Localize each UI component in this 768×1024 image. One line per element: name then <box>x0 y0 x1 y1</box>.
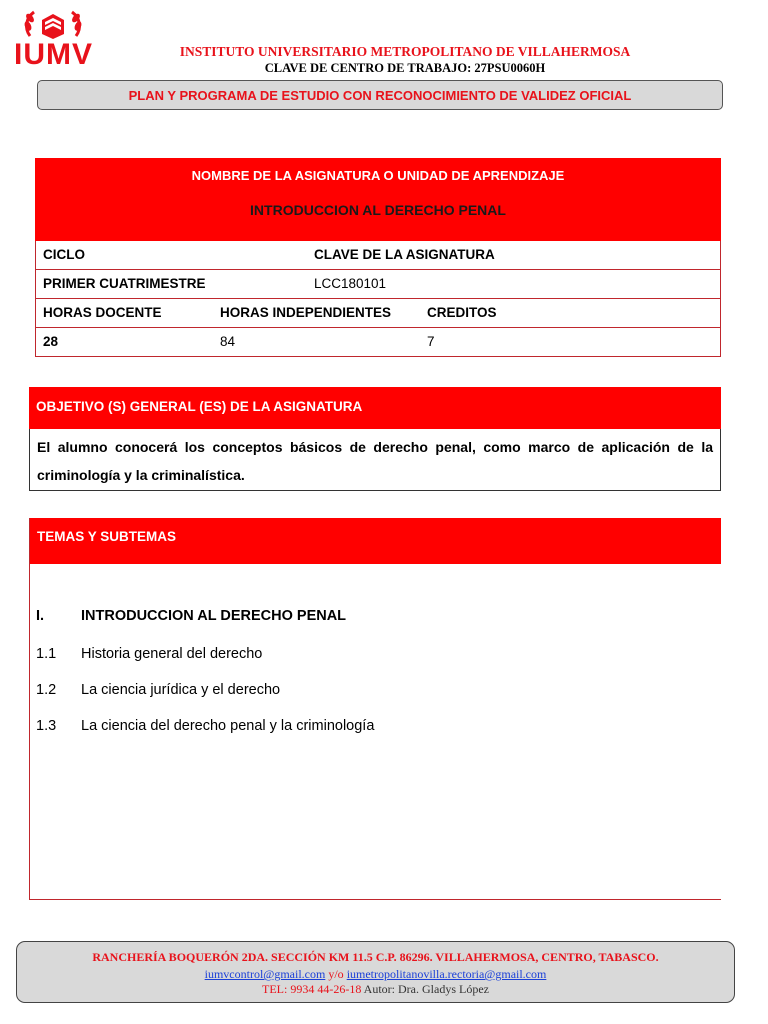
topic-text: La ciencia jurídica y el derecho <box>81 682 281 698</box>
topic-number: 1.3 <box>36 718 57 734</box>
plan-title-bar <box>37 80 723 110</box>
subject-header <box>35 158 721 241</box>
horas-docente-value: 28 <box>43 334 59 349</box>
topic-number: 1.2 <box>36 682 57 698</box>
topic-text: La ciencia del derecho penal y la criminología <box>81 718 375 734</box>
subject-table <box>35 158 721 357</box>
institution-name: INSTITUTO UNIVERSITARIO METROPOLITANO DE VILLAHERMOSA <box>179 44 631 59</box>
work-center-key: CLAVE DE CENTRO DE TRABAJO: 27PSU0060H <box>264 61 546 75</box>
objective-text: El alumno conocerá los conceptos básicos de derecho penal, como marco de aplicación de la criminología y la criminalística. <box>29 429 721 491</box>
plan-title: PLAN Y PROGRAMA DE ESTUDIO CON RECONOCIMIENTO DE VALIDEZ OFICIAL <box>128 87 632 103</box>
clave-label: CLAVE DE LA ASIGNATURA <box>314 247 495 262</box>
ciclo-value: PRIMER CUATRIMESTRE <box>43 276 206 291</box>
creditos-value: 7 <box>427 334 435 349</box>
table-row <box>35 328 721 357</box>
unit-title: INTRODUCCION AL DERECHO PENAL <box>81 608 347 624</box>
subject-name: INTRODUCCION AL DERECHO PENAL <box>250 202 506 218</box>
institution-logo <box>0 0 114 80</box>
logo-text: IUMV <box>14 38 93 71</box>
table-row <box>35 241 721 270</box>
creditos-label: CREDITOS <box>427 305 497 320</box>
footer-address: RANCHERÍA BOQUERÓN 2DA. SECCIÓN KM 11.5 C.P. 86296. VILLAHERMOSA, CENTRO, TABASCO. <box>92 950 659 964</box>
email-separator: y/o <box>325 967 347 981</box>
horas-independientes-label: HORAS INDEPENDIENTES <box>220 305 392 320</box>
horas-independientes-value: 84 <box>220 334 236 349</box>
topic-number: 1.1 <box>36 646 57 662</box>
topic-text: Historia general del derecho <box>81 646 263 662</box>
clave-value: LCC180101 <box>314 276 387 291</box>
email-link-control[interactable]: iumvcontrol@gmail.com <box>204 967 326 981</box>
footer-phone: TEL: 9934 44-26-18 <box>262 982 362 996</box>
topics-heading: TEMAS Y SUBTEMAS <box>30 518 721 564</box>
subject-heading: NOMBRE DE LA ASIGNATURA O UNIDAD DE APRENDIZAJE <box>191 168 565 183</box>
topics-section <box>29 518 721 900</box>
objective-heading: OBJETIVO (S) GENERAL (ES) DE LA ASIGNATURA <box>29 387 721 429</box>
horas-docente-label: HORAS DOCENTE <box>43 305 162 320</box>
email-link-rectoria[interactable]: iumetropolitanovilla.rectoria@gmail.com <box>346 967 547 981</box>
footer-contact <box>17 982 734 997</box>
objective-section <box>29 387 721 491</box>
table-row <box>35 299 721 328</box>
ciclo-label: CICLO <box>43 247 85 262</box>
unit-number: I. <box>36 608 45 624</box>
footer-box <box>16 941 735 1003</box>
table-row <box>35 270 721 299</box>
footer-emails <box>17 967 734 982</box>
footer-author: Autor: Dra. Gladys López <box>361 982 489 996</box>
